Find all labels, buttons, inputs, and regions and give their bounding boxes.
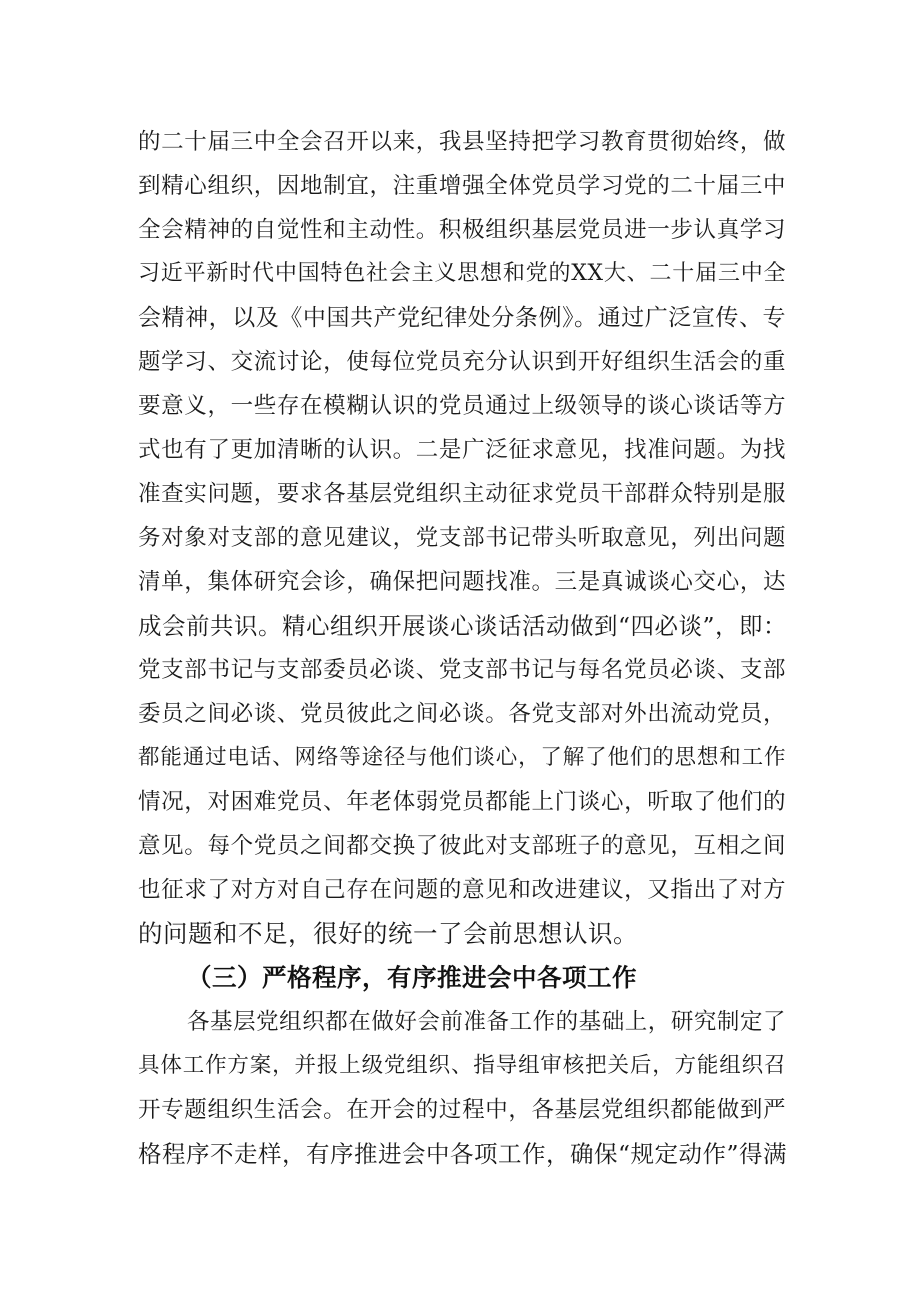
- paragraph-line: 的问题和不足，很好的统一了会前思想认识。: [138, 919, 638, 948]
- paragraph-line: 到精心组织，因地制宜，注重增强全体党员学习党的二十届三中: [138, 173, 786, 199]
- paragraph-line: 也征求了对方对自己存在问题的意见和改进建议，又指出了对方: [138, 877, 786, 903]
- paragraph-line: 成会前共识。精心组织开展谈心谈话活动做到“四必谈”，即：: [138, 612, 788, 640]
- paragraph-line: 委员之间必谈、党员彼此之间必谈。各党支部对外出流动党员，: [138, 701, 786, 727]
- paragraph-line: 务对象对支部的意见建议，党支部书记带头听取意见，列出问题: [138, 525, 786, 551]
- paragraph-line: 意见。每个党员之间都交换了彼此对支部班子的意见，互相之间: [138, 833, 786, 859]
- paragraph-line: 式也有了更加清晰的认识。二是广泛征求意见，找准问题。为找: [138, 437, 786, 463]
- paragraph-line: 准查实问题，要求各基层党组织主动征求党员干部群众特别是服: [138, 481, 786, 507]
- paragraph-line: 要意义，一些存在模糊认识的党员通过上级领导的谈心谈话等方: [138, 393, 786, 419]
- paragraph-line: 情况，对困难党员、年老体弱党员都能上门谈心，听取了他们的: [138, 789, 786, 815]
- paragraph-line: 会精神，以及《中国共产党纪律处分条例》。通过广泛宣传、专: [138, 305, 786, 331]
- paragraph-line: 具体工作方案，并报上级党组织、指导组审核把关后，方能组织召: [138, 1053, 786, 1078]
- paragraph-line: 习近平新时代中国特色社会主义思想和党的XX大、二十届三中全: [138, 261, 786, 286]
- paragraph-line: 开专题组织生活会。在开会的过程中，各基层党组织都能做到严: [138, 1097, 786, 1123]
- paragraph-line: 都能通过电话、网络等途径与他们谈心，了解了他们的思想和工作: [138, 745, 786, 770]
- paragraph-line: 的二十届三中全会召开以来，我县坚持把学习教育贯彻始终，做: [138, 129, 786, 155]
- paragraph-line: 全会精神的自觉性和主动性。积极组织基层党员进一步认真学习: [138, 217, 786, 243]
- section-heading: （三）严格程序，有序推进会中各项工作: [187, 963, 637, 992]
- paragraph-line: 党支部书记与支部委员必谈、党支部书记与每名党员必谈、支部: [138, 657, 786, 683]
- paragraph-line: 清单，集体研究会诊，确保把问题找准。三是真诚谈心交心，达: [138, 569, 786, 595]
- paragraph-line: 题学习、交流讨论，使每位党员充分认识到开好组织生活会的重: [138, 349, 786, 375]
- paragraph-line: 各基层党组织都在做好会前准备工作的基础上，研究制定了: [187, 1009, 786, 1035]
- paragraph-line: 格程序不走样，有序推进会中各项工作，确保“规定动作”得满: [138, 1140, 788, 1168]
